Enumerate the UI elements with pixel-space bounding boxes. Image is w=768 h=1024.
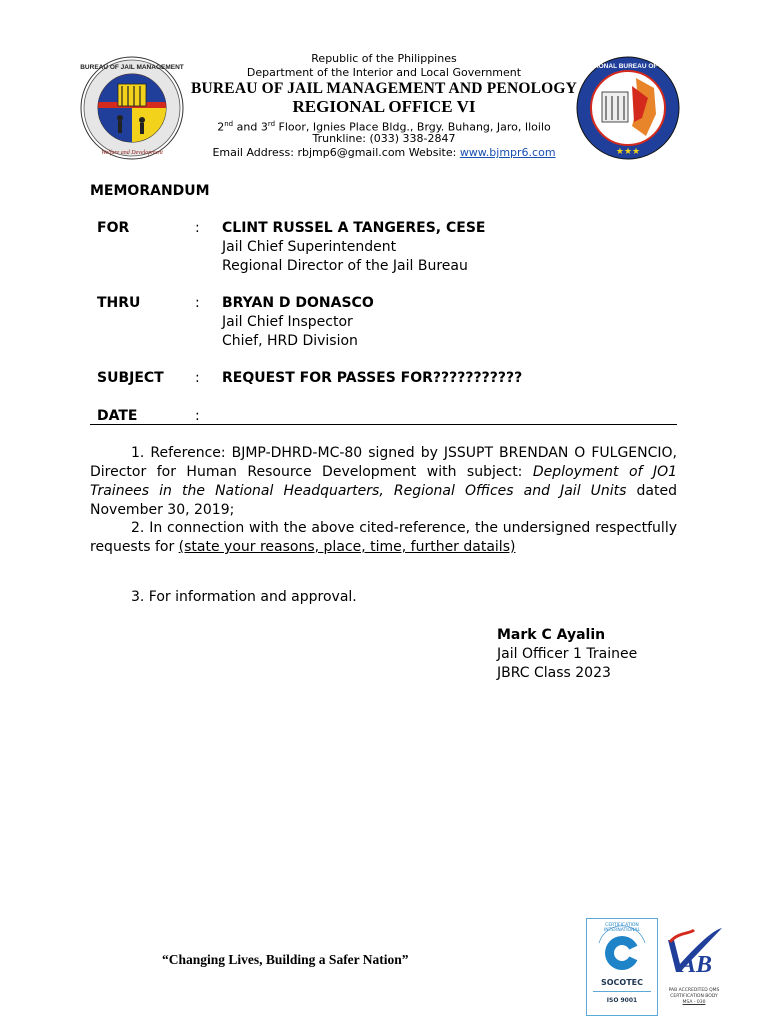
signatory-name: Mark C Ayalin [497, 627, 606, 643]
socotec-arc-text: CERTIFICATION INTERNATIONAL [603, 923, 641, 933]
website-link[interactable]: www.bjmpr6.com [459, 146, 556, 159]
republic-line: Republic of the Philippines [311, 52, 457, 65]
pab-letters: AB [680, 952, 713, 978]
department-line: Department of the Interior and Local Government [246, 66, 522, 79]
pab-accreditation-logo [662, 922, 726, 1014]
date-underline-divider [90, 424, 677, 425]
memorandum-title: MEMORANDUM [90, 183, 210, 199]
svg-text:REGIONAL BUREAU OF JAIL: REGIONAL BUREAU OF JAIL [582, 63, 674, 70]
paragraph-approval: 3. For information and approval. [131, 589, 357, 605]
trunkline: Trunkline: (033) 338-2847 [312, 132, 456, 145]
pab-caption-3: MSA - 030 [682, 1000, 706, 1005]
date-label: DATE [97, 408, 138, 424]
signatory-class: JBRC Class 2023 [497, 665, 611, 681]
office-address: 2nd and 3rd Floor, Ignies Place Bldg., Brgy. Buhang, Jaro, Iloilo [217, 120, 551, 134]
thru-position: Chief, HRD Division [222, 333, 358, 349]
contact-line [0, 146, 768, 159]
for-name: CLINT RUSSEL A TANGERES, CESE [222, 220, 486, 236]
thru-name: BRYAN D DONASCO [222, 295, 374, 311]
motto: “Changing Lives, Building a Safer Nation” [162, 952, 409, 967]
pab-caption-1: PAB ACCREDITED QMS [668, 988, 720, 993]
svg-text:Welfare and Development: Welfare and Development [101, 150, 163, 156]
svg-text:★★★: ★★★ [615, 147, 641, 157]
thru-colon: : [195, 295, 200, 311]
subject-value: REQUEST FOR PASSES FOR??????????? [222, 370, 523, 386]
subject-colon: : [195, 370, 200, 386]
thru-label: THRU [97, 295, 141, 311]
for-label: FOR [97, 220, 130, 236]
for-rank: Jail Chief Superintendent [222, 239, 397, 255]
socotec-name: SOCOTEC [600, 978, 644, 987]
paragraph-reference: 1. Reference: BJMP-DHRD-MC-80 signed by JSSUPT BRENDAN O FULGENCIO, Director for Human Resource Development with subject: Deployment of JO1 Trainees in the National Headquarters, Regional Offices and Jail Units dated November 30, 2019; [90, 445, 678, 518]
svg-text:BUREAU OF JAIL MANAGEMENT: BUREAU OF JAIL MANAGEMENT [80, 64, 184, 71]
socotec-iso-badge [586, 918, 658, 1016]
date-colon: : [195, 408, 200, 424]
paragraph-request: 2. In connection with the above cited-reference, the undersigned respectfully requests for (state your reasons, place, time, further datails) [90, 520, 677, 555]
iso-label: ISO 9001 [606, 997, 638, 1004]
for-position: Regional Director of the Jail Bureau [222, 258, 468, 274]
pab-caption-2: CERTIFICATION BODY [670, 994, 718, 999]
email-text: Email Address: rbjmp6@gmail.com Website: [212, 146, 460, 159]
signatory-rank: Jail Officer 1 Trainee [497, 646, 638, 662]
for-colon: : [195, 220, 200, 236]
regional-office-title: REGIONAL OFFICE VI [292, 97, 476, 116]
thru-rank: Jail Chief Inspector [222, 314, 353, 330]
bureau-name: BUREAU OF JAIL MANAGEMENT AND PENOLOGY [190, 80, 578, 97]
subject-label: SUBJECT [97, 370, 164, 386]
